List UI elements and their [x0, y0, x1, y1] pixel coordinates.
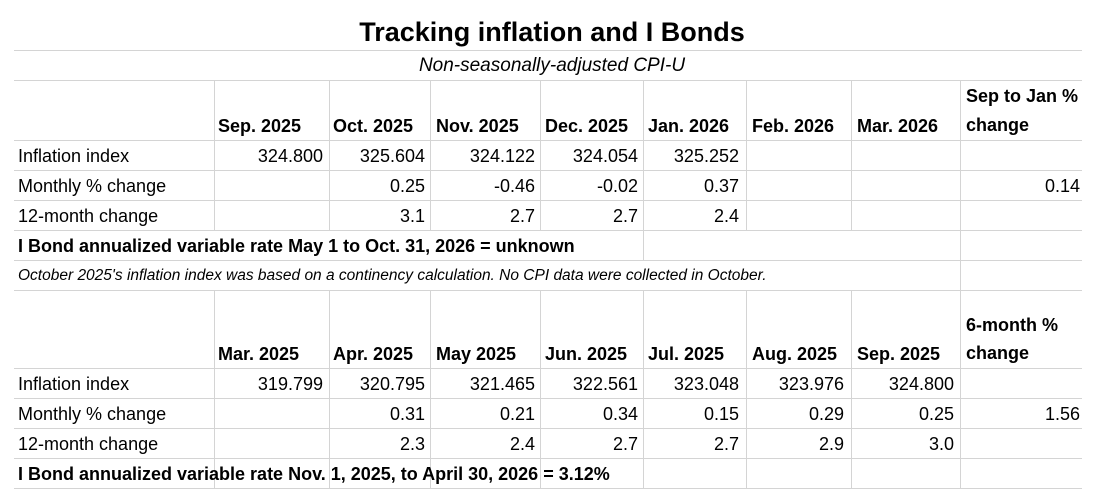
table-cell — [851, 141, 954, 171]
table-cell: 0.37 — [703, 176, 739, 196]
table-cell: 320.795 — [359, 374, 425, 394]
table-cell — [214, 429, 323, 459]
summary-header-line1: Sep to Jan % — [966, 86, 1079, 106]
summary-cell — [960, 429, 1080, 459]
row-label: 12-month change — [18, 434, 159, 454]
table-cell: 2.3 — [399, 434, 425, 454]
column-header: Aug. 2025 — [752, 344, 838, 364]
table-cell — [851, 171, 954, 201]
table-cell: 2.4 — [509, 434, 535, 454]
column-header: Apr. 2025 — [333, 344, 414, 364]
table-cell: 0.15 — [703, 404, 739, 424]
column-header: Mar. 2026 — [857, 116, 939, 136]
table-cell: 324.054 — [572, 146, 638, 166]
row-label: Monthly % change — [18, 404, 167, 424]
page-title: Tracking inflation and I Bonds — [359, 17, 745, 47]
table-cell: 324.122 — [469, 146, 535, 166]
grid-line — [14, 80, 1082, 81]
table-cell: 0.34 — [602, 404, 638, 424]
column-header: Sep. 2025 — [857, 344, 941, 364]
column-header: Jul. 2025 — [648, 344, 725, 364]
summary-header-line2: change — [966, 115, 1030, 135]
table-cell: 321.465 — [469, 374, 535, 394]
table-cell: -0.46 — [493, 176, 535, 196]
table-cell — [746, 201, 844, 231]
table-cell: -0.02 — [596, 176, 638, 196]
row-label: 12-month change — [18, 206, 159, 226]
table-cell — [214, 171, 323, 201]
table-cell: 0.25 — [918, 404, 954, 424]
summary-header-line2: change — [966, 343, 1030, 363]
row-label: Inflation index — [18, 146, 130, 166]
table-cell: 0.31 — [389, 404, 425, 424]
table-cell: 325.252 — [673, 146, 739, 166]
table-cell: 2.7 — [713, 434, 739, 454]
table-cell — [746, 171, 844, 201]
table-cell: 323.976 — [778, 374, 844, 394]
column-header: Nov. 2025 — [436, 116, 519, 136]
footnote: October 2025's inflation index was based on a continency calculation. No CPI data were collected in October. — [18, 267, 767, 284]
grid-line — [643, 230, 644, 260]
table-cell: 2.7 — [612, 434, 638, 454]
column-header: Sep. 2025 — [218, 116, 302, 136]
table-cell: 0.21 — [499, 404, 535, 424]
column-header: Feb. 2026 — [752, 116, 835, 136]
summary-header-line1: 6-month % — [966, 315, 1058, 335]
column-header: Jun. 2025 — [545, 344, 628, 364]
table-cell: 319.799 — [257, 374, 323, 394]
summary-cell — [960, 369, 1080, 399]
table-cell: 2.7 — [509, 206, 535, 226]
summary-cell: 1.56 — [1044, 404, 1080, 424]
table-cell: 324.800 — [888, 374, 954, 394]
column-header: May 2025 — [436, 344, 517, 364]
table-cell — [214, 201, 323, 231]
table-cell: 323.048 — [673, 374, 739, 394]
page-subtitle: Non-seasonally-adjusted CPI-U — [418, 55, 686, 76]
row-label: Inflation index — [18, 374, 130, 394]
summary-cell: 0.14 — [1044, 176, 1080, 196]
table-cell — [746, 141, 844, 171]
table-cell — [214, 399, 323, 429]
table-cell: 322.561 — [572, 374, 638, 394]
ibond-rate-line: I Bond annualized variable rate Nov. 1, 2025, to April 30, 2026 = 3.12% — [18, 464, 610, 484]
ibond-rate-line: I Bond annualized variable rate May 1 to Oct. 31, 2026 = unknown — [18, 236, 575, 256]
summary-cell — [960, 141, 1080, 171]
table-cell: 324.800 — [257, 146, 323, 166]
column-header: Oct. 2025 — [333, 116, 414, 136]
column-header: Jan. 2026 — [648, 116, 730, 136]
table-cell: 0.29 — [808, 404, 844, 424]
table-cell: 0.25 — [389, 176, 425, 196]
grid-line — [14, 50, 1082, 51]
table-cell: 2.4 — [713, 206, 739, 226]
table-cell: 3.0 — [928, 434, 954, 454]
table-cell — [851, 201, 954, 231]
row-label: Monthly % change — [18, 176, 167, 196]
table-cell: 325.604 — [359, 146, 425, 166]
table-cell: 3.1 — [399, 206, 425, 226]
summary-cell — [960, 201, 1080, 231]
column-header: Dec. 2025 — [545, 116, 629, 136]
table-cell: 2.9 — [818, 434, 844, 454]
column-header: Mar. 2025 — [218, 344, 300, 364]
table-cell: 2.7 — [612, 206, 638, 226]
